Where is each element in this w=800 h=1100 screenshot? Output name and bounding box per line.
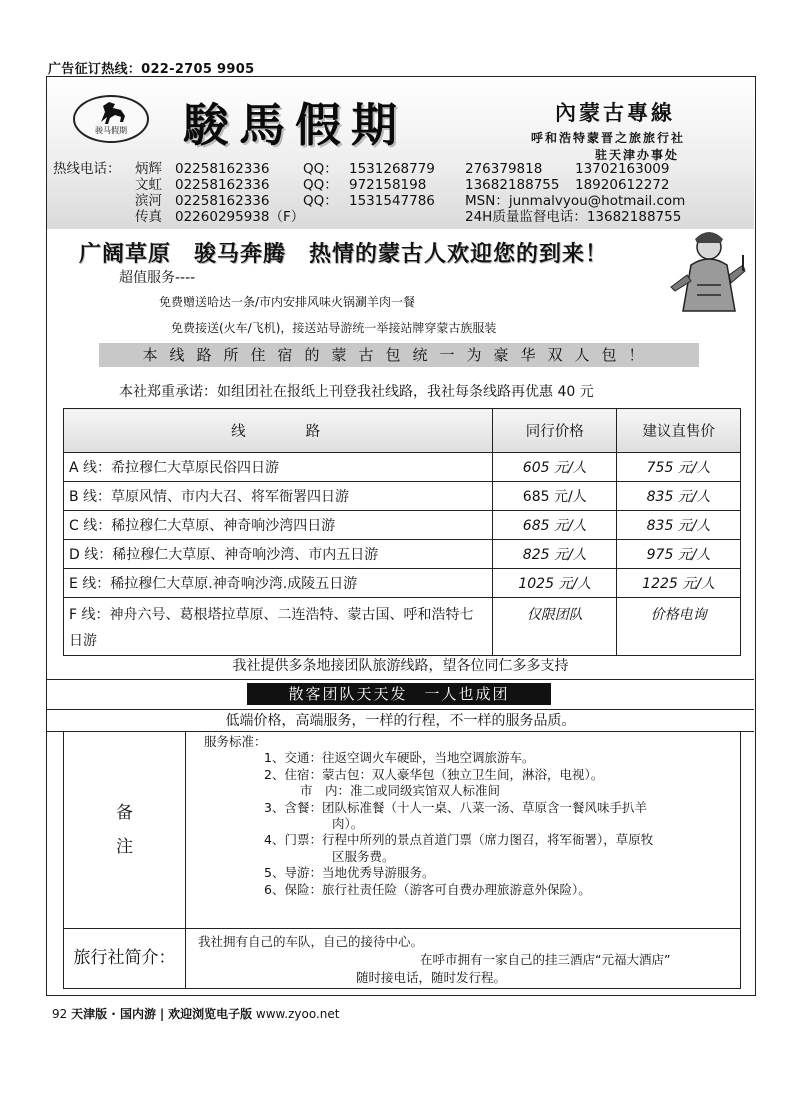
ad-hotline: 广告征订热线：022-2705 9905 xyxy=(48,62,255,77)
table-header-row xyxy=(64,409,741,453)
fax-number: 02260295938（F） xyxy=(175,209,305,225)
contact-label: 热线电话： xyxy=(53,161,121,177)
free-service-1: 免费赠送哈达一条/市内安排风味火锅涮羊肉一餐 xyxy=(159,295,416,309)
daily-departure-banner: 散客团队天天发 一人也成团 xyxy=(247,683,551,705)
route-name: F 线：神舟六号、葛根塔拉草原、二连浩特、蒙古国、呼和浩特七日游 xyxy=(64,598,493,656)
retail-price: 835 元/人 xyxy=(617,482,741,511)
service-item-cont: 肉）。 xyxy=(332,816,364,832)
contact-mobile: 18920612272 xyxy=(575,177,670,193)
region-title: 內蒙古專線 xyxy=(555,100,675,125)
service-item: 2、住宿：蒙古包：双人豪华包（独立卫生间，淋浴，电视）。 xyxy=(264,766,604,782)
trade-price: 605 元/人 xyxy=(493,453,617,482)
header-route: 线路 xyxy=(64,409,493,453)
retail-price: 1225 元/人 xyxy=(617,569,741,598)
retail-price: 价格电询 xyxy=(617,598,741,656)
ad-frame xyxy=(46,76,756,996)
qq-number: 972158198 xyxy=(349,177,427,193)
service-item: 4、门票：行程中所列的景点首道门票（席力图召，将军衙署），草原牧 xyxy=(264,832,654,848)
service-item: 1、交通：往返空调火车硬卧，当地空调旅游车。 xyxy=(264,750,535,766)
brand-title: 駿馬假期 xyxy=(183,98,407,152)
trade-price: 仅限团队 xyxy=(493,598,617,656)
service-item: 市 内：准二或同级宾馆双人标准间 xyxy=(300,783,501,799)
service-standards-title: 服务标准： xyxy=(204,734,267,749)
agency-intro-section xyxy=(63,929,741,989)
header-trade-price: 同行价格 xyxy=(493,409,617,453)
footer-welcome: 欢迎浏览电子版 xyxy=(168,1007,253,1021)
intro-label: 旅行社简介： xyxy=(64,929,186,988)
contact-extra: 13682188755 xyxy=(465,177,560,193)
yurt-notice-bar: 本线路所住宿的蒙古包统一为豪华双人包！ xyxy=(99,343,699,367)
price-table xyxy=(63,408,741,656)
route-name: C 线：稀拉穆仁大草原、神奇响沙湾四日游 xyxy=(64,511,493,540)
service-item: 3、含餐：团队标准餐（十人一桌、八菜一汤、草原含一餐风味手扒羊 xyxy=(264,799,647,815)
value-services-title: 超值服务---- xyxy=(119,270,196,286)
qq-label: QQ： xyxy=(303,193,338,209)
route-name: D 线：稀拉穆仁大草原、神奇响沙湾、市内五日游 xyxy=(64,540,493,569)
support-text: 我社提供多条地接团队旅游线路，望各位同仁多多支持 xyxy=(47,654,754,680)
header-banner xyxy=(47,77,754,229)
contact-name: 滨河 xyxy=(135,193,162,209)
notes-section xyxy=(63,732,741,929)
table-row xyxy=(64,569,741,598)
agency-name: 呼和浩特蒙晋之旅旅行社 xyxy=(531,131,686,145)
slogan-text: 低端价格，高端服务，一样的行程，不一样的服务品质。 xyxy=(47,709,754,732)
promise-text: 本社郑重承诺：如组团社在报纸上刊登我社线路，我社每条线路再优惠 40 元 xyxy=(119,384,594,400)
contact-phone: 02258162336 xyxy=(175,161,270,177)
service-item: 6、保险：旅行社责任险（游客可自费办理旅游意外保险）。 xyxy=(264,881,591,897)
quality-hotline: 24H质量监督电话：13682188755 xyxy=(465,209,682,225)
table-row xyxy=(64,453,741,482)
retail-price: 755 元/人 xyxy=(617,453,741,482)
website-link[interactable]: www.zyoo.net xyxy=(255,1007,340,1021)
qq-number: 1531547786 xyxy=(349,193,435,209)
intro-line: 随时接电话，随时发行程。 xyxy=(356,970,507,985)
route-name: B 线：草原风情、市内大召、将军衙署四日游 xyxy=(64,482,493,511)
contact-phone: 02258162336 xyxy=(175,177,270,193)
retail-price: 975 元/人 xyxy=(617,540,741,569)
service-standards xyxy=(204,734,734,898)
agency-office: 驻天津办事处 xyxy=(595,148,680,162)
table-row xyxy=(64,540,741,569)
service-item-cont: 区服务费。 xyxy=(332,848,395,864)
notes-label-char: 注 xyxy=(116,837,133,857)
table-row xyxy=(64,598,741,656)
mongolian-figure-illustration xyxy=(657,225,747,315)
contact-extra: 276379818 xyxy=(465,161,543,177)
free-service-2: 免费接送(火车/飞机)，接送站导游统一举接站牌穿蒙古族服装 xyxy=(171,321,497,335)
service-item: 5、导游：当地优秀导游服务。 xyxy=(264,865,435,881)
trade-price: 685 元/人 xyxy=(493,511,617,540)
qq-label: QQ： xyxy=(303,177,338,193)
msn-email: MSN：junmalvyou@hotmail.com xyxy=(465,193,686,209)
route-name: A 线：希拉穆仁大草原民俗四日游 xyxy=(64,453,493,482)
notes-label-char: 备 xyxy=(116,803,133,823)
table-row xyxy=(64,482,741,511)
notes-label xyxy=(64,732,186,928)
contact-name: 文虹 xyxy=(135,177,162,193)
contact-mobile: 13702163009 xyxy=(575,161,670,177)
trade-price: 1025 元/人 xyxy=(493,569,617,598)
trade-price: 685 元/人 xyxy=(493,482,617,511)
edition-label: 天津版 · 国内游 xyxy=(71,1007,157,1021)
welcome-headline: 广阔草原 骏马奔腾 热情的蒙古人欢迎您的到来！ xyxy=(79,242,609,267)
qq-number: 1531268779 xyxy=(349,161,435,177)
logo-text: 骏马假期 xyxy=(95,126,127,135)
contact-phone: 02258162336 xyxy=(175,193,270,209)
page-footer xyxy=(52,1005,339,1022)
horse-icon xyxy=(97,100,129,126)
intro-line: 在呼市拥有一家自己的挂三酒店“元福大酒店” xyxy=(420,952,671,967)
horse-logo xyxy=(73,95,149,143)
trade-price: 825 元/人 xyxy=(493,540,617,569)
route-name: E 线：稀拉穆仁大草原.神奇响沙湾.成陵五日游 xyxy=(64,569,493,598)
retail-price: 835 元/人 xyxy=(617,511,741,540)
header-retail-price: 建议直售价 xyxy=(617,409,741,453)
page-number: 92 xyxy=(52,1007,68,1021)
footer-separator: | xyxy=(159,1007,165,1021)
contact-name: 炳辉 xyxy=(135,161,162,177)
qq-label: QQ： xyxy=(303,161,338,177)
contact-name: 传真 xyxy=(135,209,162,225)
intro-line: 我社拥有自己的车队，自己的接待中心。 xyxy=(198,934,424,949)
table-row xyxy=(64,511,741,540)
